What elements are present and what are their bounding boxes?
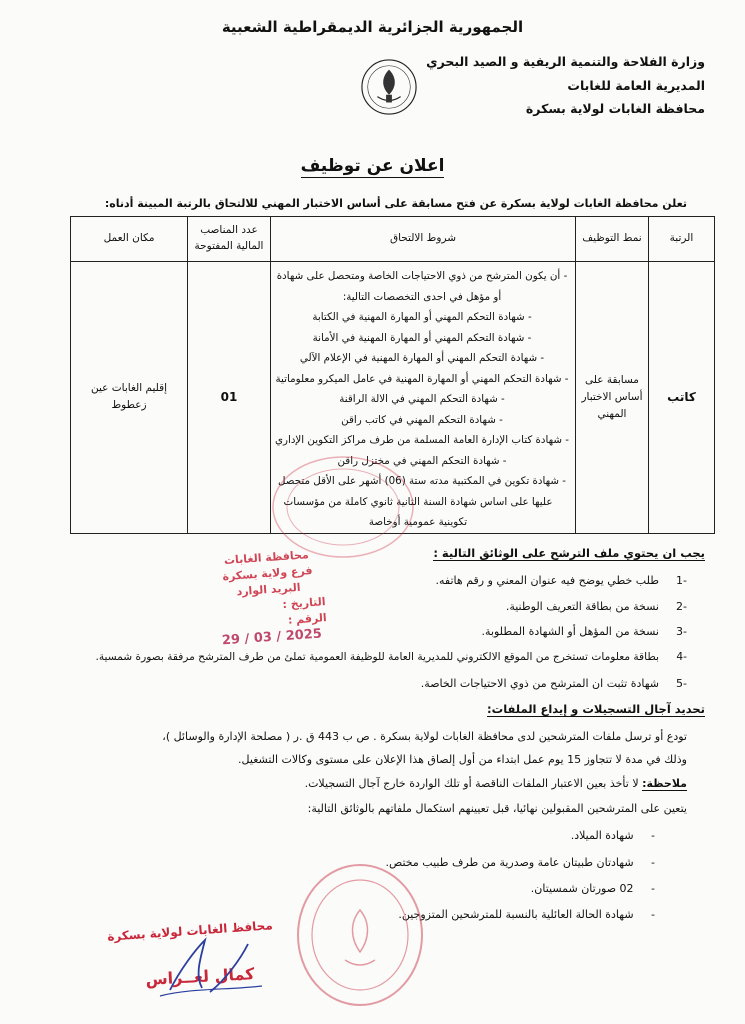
list-item: - أن يكون المترشح من ذوي الاحتياجات الخاصة ومتحصل على شهادة [276,270,568,282]
stamp-number-label: الرقم : [287,611,328,627]
header-mode: نمط التوظيف [576,217,649,262]
cell-rank: كاتب [649,262,715,534]
cell-place: إقليم الغابات عين زعطوط [71,262,188,534]
list-item: عليها على اساس شهادة السنة الثانية ثانوي كاملة من مؤسسات [283,495,553,508]
cell-posts: 01 [188,262,271,534]
directorate-name: المديرية العامة للغابات [567,78,705,93]
list-item: -1طلب خطي يوضح فيه عنوان المعني و رقم هاتفه. [435,574,687,587]
announcement-title: اعلان عن توظيف [300,156,445,176]
list-item: - شهادة الحالة العائلية بالنسبة للمترشحين المتزوجين. [398,908,655,921]
deadlines-title: تحديد آجال التسجيلات و إيداع الملفات: [487,702,705,716]
signature-name: كمال لعــراس [145,964,255,989]
official-seal-icon [290,860,430,1010]
note: ملاحظة: لا تأخذ بعين الاعتبار الملفات الناقصة أو تلك الواردة خارج آجال التسجيلات. [304,777,687,790]
stamp-line-3: البريد الوارد [236,580,301,599]
list-item: - شهادة التحكم المهني أو المهارة المهنية في الإعلام الآلي [299,352,545,364]
list-item: - شهادة التحكم المهني أو المهارة المهنية في الأمانة [312,331,532,344]
accepted-intro: يتعين على المترشحين المقبولين نهائيا، قبل تعيينهم استكمال ملفاتهم بالوثائق التالية: [307,802,687,815]
list-item: - شهادة الميلاد. [570,829,655,842]
cell-mode: مسابقة على أساس الاختبار المهني [576,262,649,534]
ministry-name: وزارة الفلاحة والتنمية الريفية و الصيد البحري [426,54,705,69]
list-item: - شهادة التحكم المهني في مختزل راقن [337,454,507,467]
list-item: - شهادة التحكم المهني في الالة الراقنة [339,393,505,405]
ministry-logo-icon [360,58,418,116]
list-item: - شهادة تكوين في المكتبية مدته ستة (06) أشهر على الأقل متحصل [278,475,566,487]
conservation-name: محافظة الغابات لولاية بسكرة [525,101,705,116]
header-posts: عدد المناصب المالية المفتوحة [188,217,271,262]
list-item: - شهادة كتاب الإدارة العامة المسلمة من طرف مراكز التكوين الإداري [274,434,569,446]
list-item: - شهادة التحكم المهني أو المهارة المهنية في عامل الميكرو معلوماتية [275,372,569,385]
stamp-date-label: التاريخ : [282,595,327,612]
stamp-date-value: 2025 / 03 / 29 [221,626,323,649]
documents-title: يجب ان يحتوي ملف الترشح على الوثائق التالية : [433,546,705,560]
stamp-line-1: محافظة الغابات [223,548,310,568]
header-place: مكان العمل [71,217,188,262]
list-item: -4بطاقة معلومات تستخرج من الموقع الالكتروني للمديرية العامة للوظيفة العمومية تملئ من طرف المترشح مرفقة بصورة شمسية. [95,651,687,663]
list-item: -3نسخة من المؤهل أو الشهادة المطلوبة. [481,625,687,638]
header-rank: الرتبة [649,217,715,262]
list-item: -2نسخة من بطاقة التعريف الوطنية. [505,600,687,613]
signature-title: محافظ الغابات لولاية بسكرة [106,918,274,944]
list-item: - شهادة التحكم المهني في كاتب راقن [341,413,503,426]
list-item: -5شهادة تثبت ان المترشح من ذوي الاحتياجات الخاصة. [420,677,687,690]
deadline-paragraph-2: وذلك في مدة لا تتجاوز 15 يوم عمل ابتداء من أول إلصاق هذا الإعلان على مستوى وكالات التشغيل. [238,753,687,766]
table-header-row [71,217,715,262]
list-item: تكوينية عمومية أوخاصة [368,516,468,528]
intro-text: تعلن محافظة الغابات لولاية بسكرة عن فتح مسابقة على أساس الاختبار المهني للالتحاق بالرتبة المبينة أدناه: [104,197,687,210]
handwritten-signature-icon [150,930,270,1000]
deadline-paragraph-1: تودع أو ترسل ملفات المترشحين لدى محافظة الغابات لولاية بسكرة . ص ب 443 ق .ر ( مصلحة الإدارة والوسائل )، [162,730,687,743]
stamp-line-2: فرع ولاية بسكرة [222,563,313,584]
republic-title: الجمهورية الجزائرية الديمقراطية الشعبية [221,18,524,36]
list-item: - 02 صورتان شمسيتان. [530,882,655,895]
faint-circular-stamp-icon [268,452,418,562]
list-item: - شهادتان طبيتان عامة وصدرية من طرف طبيب مختص. [385,856,655,869]
list-item: أو مؤهل في احدى التخصصات التالية: [342,290,502,303]
received-stamp [196,545,344,674]
list-item: - شهادة التحكم المهني أو المهارة المهنية في الكتابة [312,311,532,323]
header-conditions: شروط الالتحاق [271,217,576,262]
